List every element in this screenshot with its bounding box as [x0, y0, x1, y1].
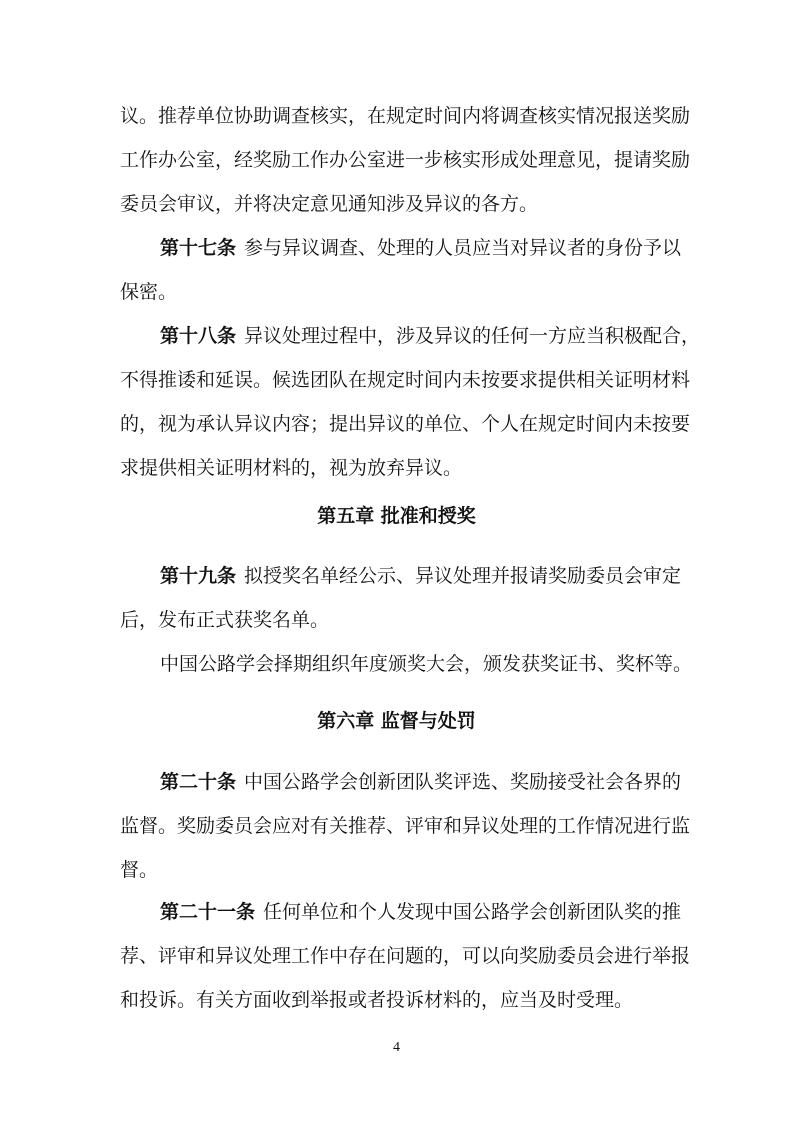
- article-heading: 第十八条: [160, 325, 237, 347]
- paragraph-line: 后，发布正式获奖名单。: [120, 609, 330, 631]
- paragraph-line: 不得推诿和延误。候选团队在规定时间内未按要求提供相关证明材料: [120, 369, 691, 391]
- article-heading: 第二十条: [160, 771, 237, 793]
- paragraph-line: 的，视为承认异议内容；提出异议的单位、个人在规定时间内未按要: [120, 413, 691, 435]
- paragraph-line: 议。推荐单位协助调查核实，在规定时间内将调查核实情况报送奖励: [120, 105, 691, 127]
- article-text: 参与异议调查、处理的人员应当对异议者的身份予以: [244, 237, 682, 259]
- chapter-heading: 第六章 监督与处罚: [317, 710, 476, 732]
- article-heading: 第二十一条: [160, 901, 256, 923]
- paragraph-line: 保密。: [120, 281, 178, 303]
- page-number: 4: [393, 1040, 400, 1055]
- article-text: 拟授奖名单经公示、异议处理并报请奖励委员会审定: [244, 565, 682, 587]
- paragraph-line: 荐、评审和异议处理工作中存在问题的，可以向奖励委员会进行举报: [120, 945, 691, 967]
- article-17-line: [160, 233, 682, 263]
- article-21-line: [160, 897, 682, 927]
- paragraph-line: 监督。奖励委员会应对有关推荐、评审和异议处理的工作情况进行监: [120, 815, 691, 837]
- article-18-line: [160, 321, 701, 351]
- article-20-line: [160, 767, 682, 797]
- article-heading: 第十七条: [160, 237, 237, 259]
- paragraph-line: 求提供相关证明材料的，视为放弃异议。: [120, 457, 463, 479]
- article-text: 任何单位和个人发现中国公路学会创新团队奖的推: [263, 901, 682, 923]
- paragraph-line: 工作办公室，经奖励工作办公室进一步核实形成处理意见，提请奖励: [120, 149, 691, 171]
- paragraph-line: 委员会审议，并将决定意见通知涉及异议的各方。: [120, 193, 539, 215]
- paragraph-line: 中国公路学会择期组织年度颁奖大会，颁发获奖证书、奖杯等。: [160, 653, 693, 675]
- article-heading: 第十九条: [160, 565, 237, 587]
- article-text: 中国公路学会创新团队奖评选、奖励接受社会各界的: [244, 771, 682, 793]
- article-19-line: [160, 561, 682, 591]
- paragraph-line: 督。: [120, 859, 159, 881]
- article-text: 异议处理过程中，涉及异议的任何一方应当积极配合，: [244, 325, 701, 347]
- paragraph-line: 和投诉。有关方面收到举报或者投诉材料的，应当及时受理。: [120, 989, 634, 1011]
- chapter-heading: 第五章 批准和授奖: [317, 505, 476, 527]
